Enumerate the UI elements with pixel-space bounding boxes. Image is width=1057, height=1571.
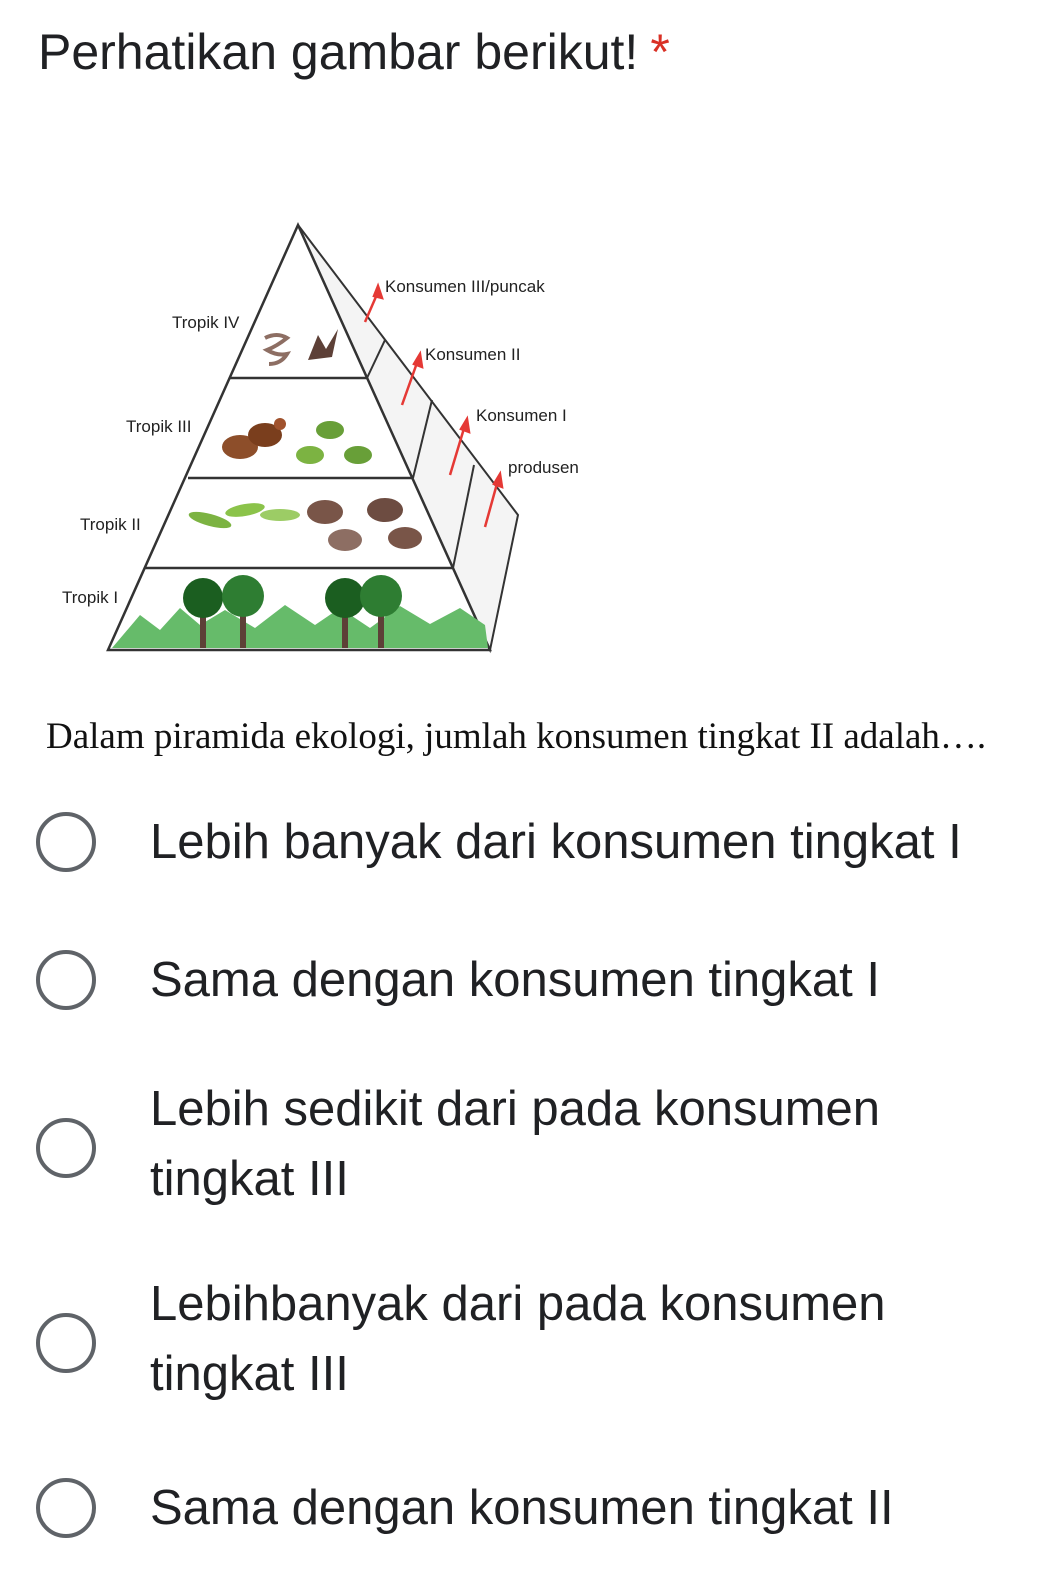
option-label: Lebih banyak dari konsumen tingkat I <box>150 815 962 869</box>
label-tropik-iii: Tropik III <box>126 417 192 436</box>
option-2[interactable] <box>36 950 881 1010</box>
arrow-head-icon <box>374 286 382 298</box>
label-konsumen-iii: Konsumen III/puncak <box>385 277 545 296</box>
radio-button[interactable] <box>36 812 96 872</box>
option-label: Sama dengan konsumen tingkat I <box>150 953 881 1007</box>
option-label: Sama dengan konsumen tingkat II <box>150 1481 894 1535</box>
option-1[interactable] <box>36 812 962 872</box>
label-tropik-ii: Tropik II <box>80 515 141 534</box>
question-text: Dalam piramida ekologi, jumlah konsumen tingkat II adalah…. <box>46 716 987 757</box>
radio-button[interactable] <box>36 1478 96 1538</box>
label-konsumen-ii: Konsumen II <box>425 345 521 364</box>
label-tropik-i: Tropik I <box>62 588 119 607</box>
label-tropik-iv: Tropik IV <box>172 313 240 332</box>
label-produsen: produsen <box>508 458 579 477</box>
arrow-head-icon <box>461 419 469 432</box>
ecological-pyramid-figure <box>40 210 600 670</box>
radio-button[interactable] <box>36 1118 96 1178</box>
option-5[interactable] <box>36 1478 894 1538</box>
option-label: Lebih sedikit dari pada konsumen tingkat III <box>150 1082 881 1206</box>
question-title-text: Perhatikan gambar berikut! <box>38 24 639 80</box>
label-konsumen-i: Konsumen I <box>476 406 567 425</box>
arrow-head-icon <box>494 474 502 487</box>
arrow-head-icon <box>414 354 422 367</box>
option-label: Lebihbanyak dari pada konsumen tingkat III <box>150 1277 886 1401</box>
question-title <box>38 18 670 86</box>
option-4[interactable] <box>36 1277 886 1401</box>
radio-button[interactable] <box>36 1313 96 1373</box>
required-asterisk: * <box>650 24 670 80</box>
radio-button[interactable] <box>36 950 96 1010</box>
pyramid-svg <box>40 210 600 670</box>
option-3[interactable] <box>36 1082 881 1206</box>
